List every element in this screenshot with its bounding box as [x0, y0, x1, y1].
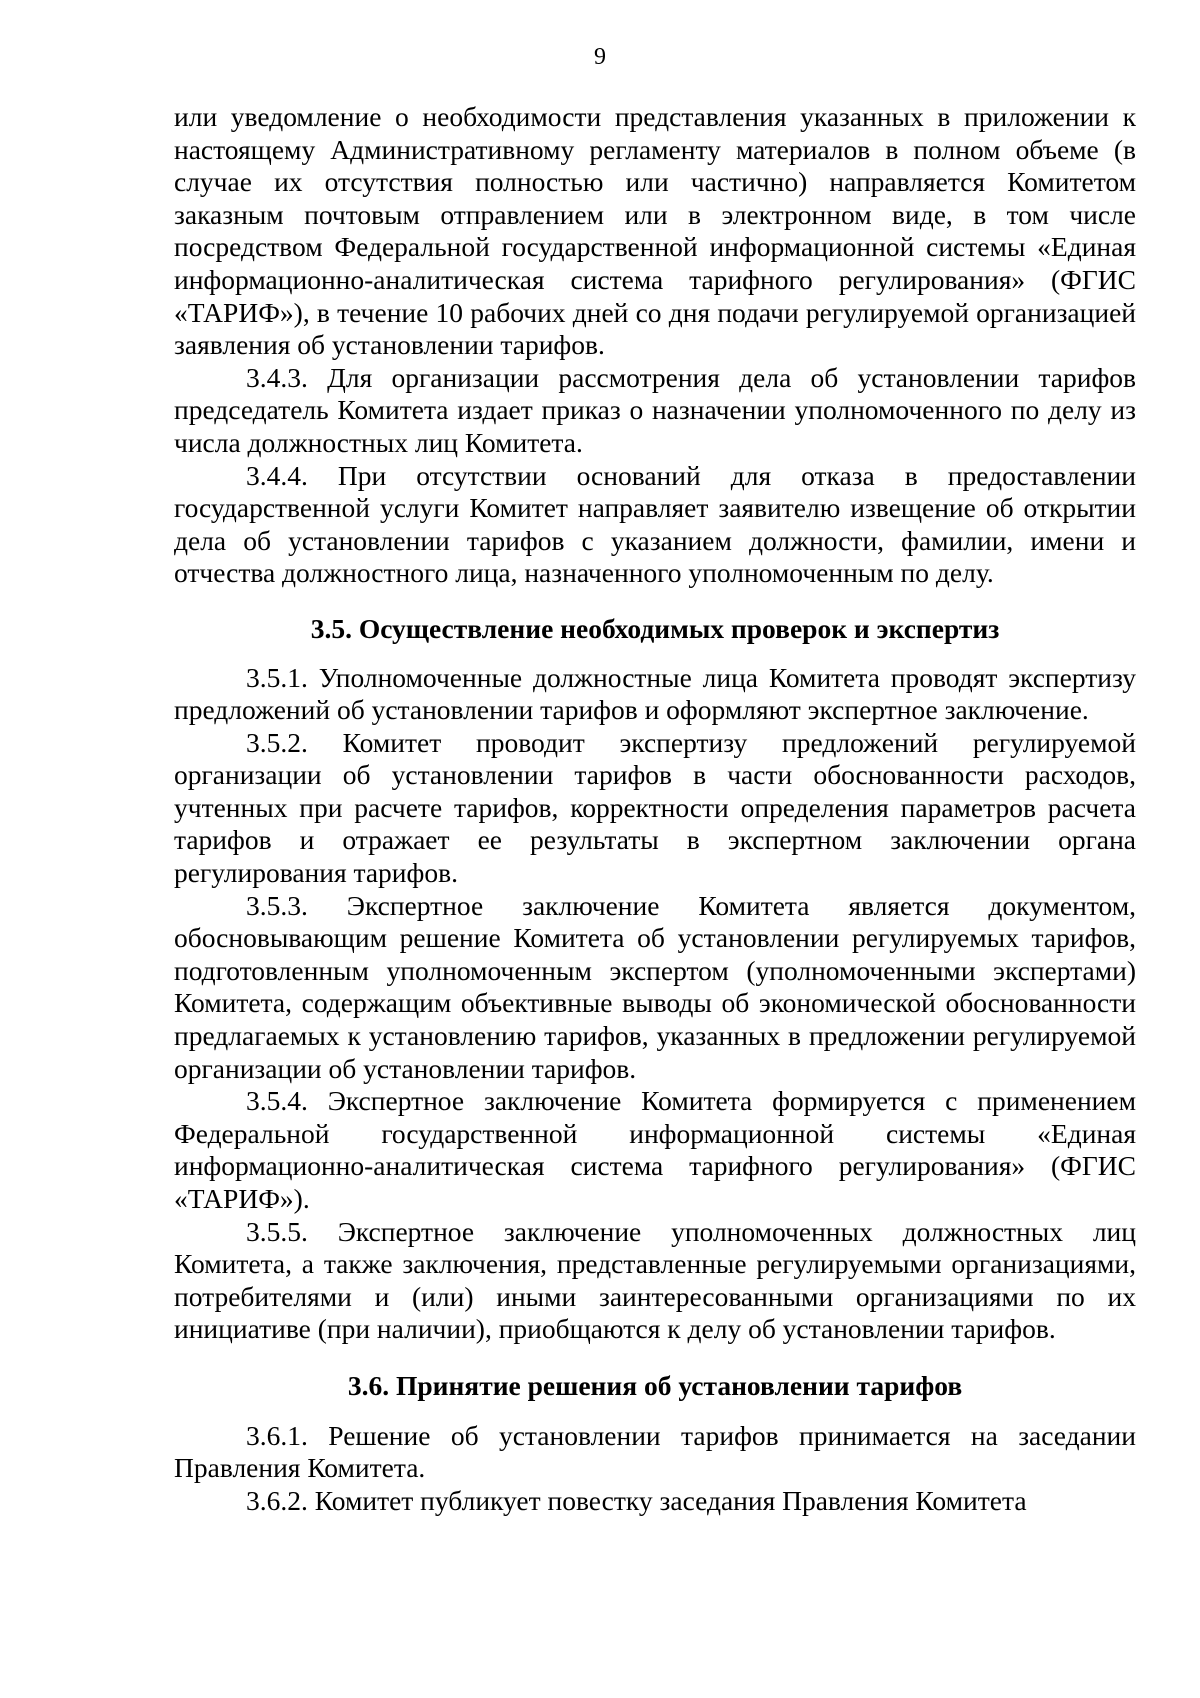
- paragraph-3-4-3: 3.4.3. Для организации рассмотрения дела об установлении тарифов председатель Комитета издает приказ о назначении уполномоченного по делу из числа должностных лиц Комитета.: [174, 361, 1136, 458]
- paragraph-3-5-3: 3.5.3. Экспертное заключение Комитета является документом, обосновывающим решение Комитета об установлении регулируемых тарифов, подготовленным уполномоченным экспертом (уполномоченными экспертами) Комитета, содержащим объективные выводы об экономической обоснованности предлагаемых к установлению тарифов, указанных в предложении регулируемой организации об установлении тарифов.: [174, 889, 1136, 1084]
- paragraph-3-5-5: 3.5.5. Экспертное заключение уполномоченных должностных лиц Комитета, а также заключения, представленные регулируемыми организациями, потребителями и (или) иными заинтересованными организациями по их инициативе (при наличии), приобщаются к делу об установлении тарифов.: [174, 1215, 1136, 1345]
- section-heading-3-6: 3.6. Принятие решения об установлении тарифов: [347, 1369, 963, 1401]
- section-heading-3-5: 3.5. Осуществление необходимых проверок и экспертиз: [310, 612, 1000, 644]
- page-number: 9: [594, 44, 606, 70]
- paragraph-continuation: или уведомление о необходимости представления указанных в приложении к настоящему Административному регламенту материалов в полном объеме (в случае их отсутствия полностью или частично) направляется Комитетом заказным почтовым отправлением или в электронном виде, в том числе посредством Федеральной государственной информационной системы «Единая информационно-аналитическая система тарифного регулирования» (ФГИС «ТАРИФ»), в течение 10 рабочих дней со дня подачи регулируемой организацией заявления об установлении тарифов.: [174, 101, 1136, 361]
- paragraph-3-4-4: 3.4.4. При отсутствии оснований для отказа в предоставлении государственной услуги Комитет направляет заявителю извещение об открытии дела об установлении тарифов с указанием должности, фамилии, имени и отчества должностного лица, назначенного уполномоченным по делу.: [174, 459, 1136, 589]
- paragraph-3-6-2: 3.6.2. Комитет публикует повестку заседания Правления Комитета: [246, 1484, 1027, 1516]
- paragraph-3-5-1: 3.5.1. Уполномоченные должностные лица Комитета проводят экспертизу предложений об установлении тарифов и оформляют экспертное заключение.: [174, 661, 1136, 726]
- paragraph-3-5-4: 3.5.4. Экспертное заключение Комитета формируется с применением Федеральной государственной информационной системы «Единая информационно-аналитическая система тарифного регулирования» (ФГИС «ТАРИФ»).: [174, 1085, 1136, 1214]
- document-body: [174, 101, 1136, 1517]
- paragraph-3-6-1: 3.6.1. Решение об установлении тарифов принимается на заседании Правления Комитета.: [174, 1419, 1136, 1484]
- paragraph-3-5-2: 3.5.2. Комитет проводит экспертизу предложений регулируемой организации об установлении тарифов в части обоснованности расходов, учтенных при расчете тарифов, корректности определения параметров расчета тарифов и отражает ее результаты в экспертном заключении органа регулирования тарифов.: [174, 726, 1136, 889]
